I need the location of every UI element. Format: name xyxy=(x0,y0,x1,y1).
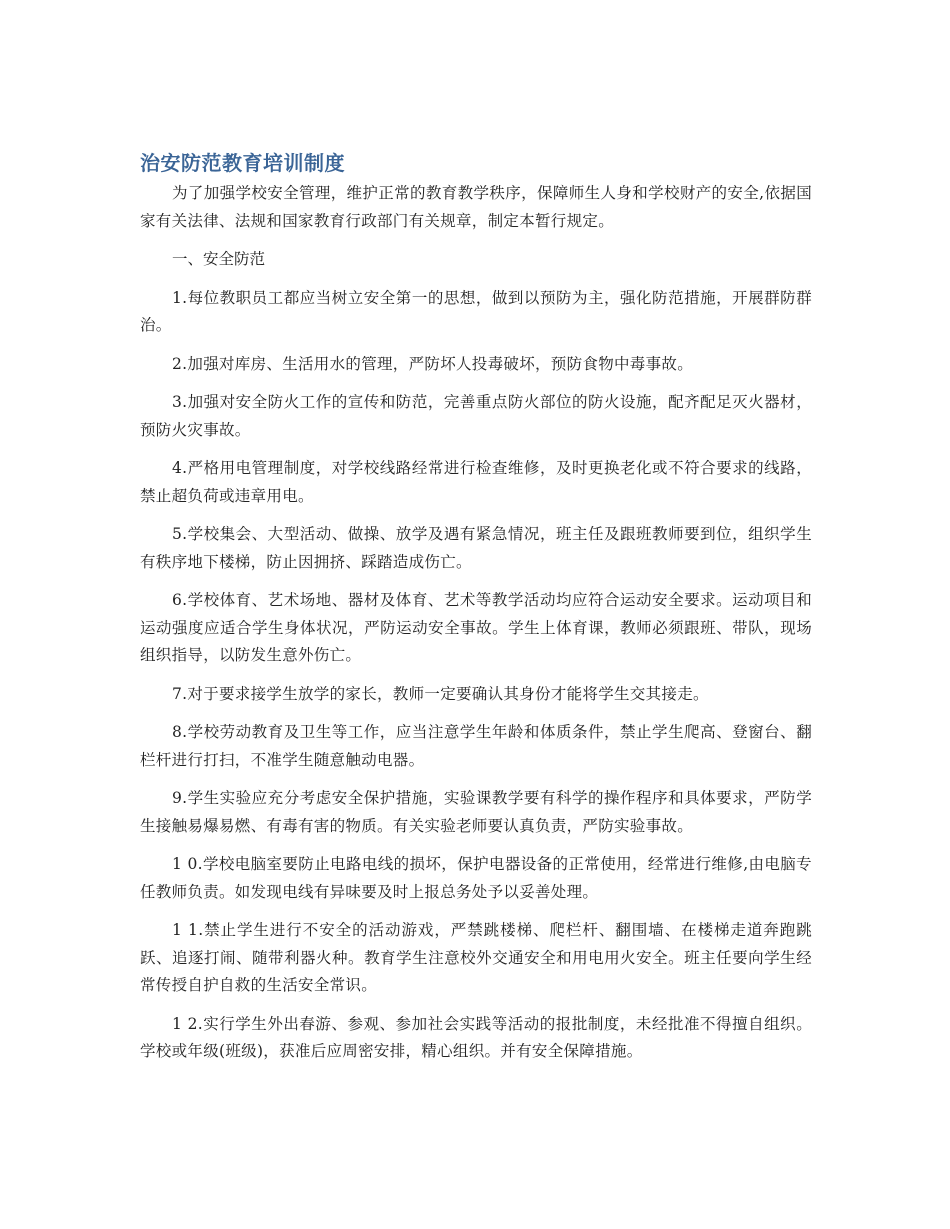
list-item: 1 0.学校电脑室要防止电路电线的损坏，保护电器设备的正常使用，经常进行维修,由电脑专任教师负责。如发现电线有异味要及时上报总务处予以妥善处理。 xyxy=(140,855,812,901)
list-item: 8.学校劳动教育及卫生等工作，应当注意学生年龄和体质条件，禁止学生爬高、登窗台、翻栏杆进行打扫，不准学生随意触动电器。 xyxy=(140,723,812,769)
section-heading: 一、安全防范 xyxy=(172,250,266,268)
list-item: 2.加强对库房、生活用水的管理，严防坏人投毒破坏，预防食物中毒事故。 xyxy=(172,354,693,373)
list-item: 7.对于要求接学生放学的家长，教师一定要确认其身份才能将学生交其接走。 xyxy=(172,684,709,703)
document-page xyxy=(140,148,812,1077)
intro-paragraph: 为了加强学校安全管理，维护正常的教育教学秩序，保障师生人身和学校财产的安全,依据国家有关法律、法规和国家教育行政部门有关规章，制定本暂行规定。 xyxy=(140,184,812,230)
list-item: 9.学生实验应充分考虑安全保护措施，实验课教学要有科学的操作程序和具体要求，严防学生接触易爆易燃、有毒有害的物质。有关实验老师要认真负责，严防实验事故。 xyxy=(140,789,812,835)
list-item: 3.加强对安全防火工作的宣传和防范，完善重点防火部位的防火设施，配齐配足灭火器材，预防火灾事故。 xyxy=(140,393,812,439)
document-title: 治安防范教育培训制度 xyxy=(140,151,345,175)
list-item: 1 2.实行学生外出春游、参观、参加社会实践等活动的报批制度，未经批准不得擅自组织。学校或年级(班级)，获准后应周密安排，精心组织。并有安全保障措施。 xyxy=(140,1014,812,1060)
list-item: 5.学校集会、大型活动、做操、放学及遇有紧急情况，班主任及跟班教师要到位，组织学生有秩序地下楼梯，防止因拥挤、踩踏造成伤亡。 xyxy=(140,525,812,571)
list-item: 1.每位教职员工都应当树立安全第一的思想，做到以预防为主，强化防范措施，开展群防群治。 xyxy=(140,288,812,334)
list-item: 1 1.禁止学生进行不安全的活动游戏，严禁跳楼梯、爬栏杆、翻围墙、在楼梯走道奔跑跳跃、追逐打闹、随带利器火种。教育学生注意校外交通安全和用电用火安全。班主任要向学生经常传授自护自救的生活安全常识。 xyxy=(140,921,812,994)
list-item: 6.学校体育、艺术场地、器材及体育、艺术等教学活动均应符合运动安全要求。运动项目和运动强度应适合学生身体状况，严防运动安全事故。学生上体育课，教师必须跟班、带队，现场组织指导，以防发生意外伤亡。 xyxy=(140,591,812,664)
list-item: 4.严格用电管理制度，对学校线路经常进行检查维修，及时更换老化或不符合要求的线路，禁止超负荷或违章用电。 xyxy=(140,459,812,505)
